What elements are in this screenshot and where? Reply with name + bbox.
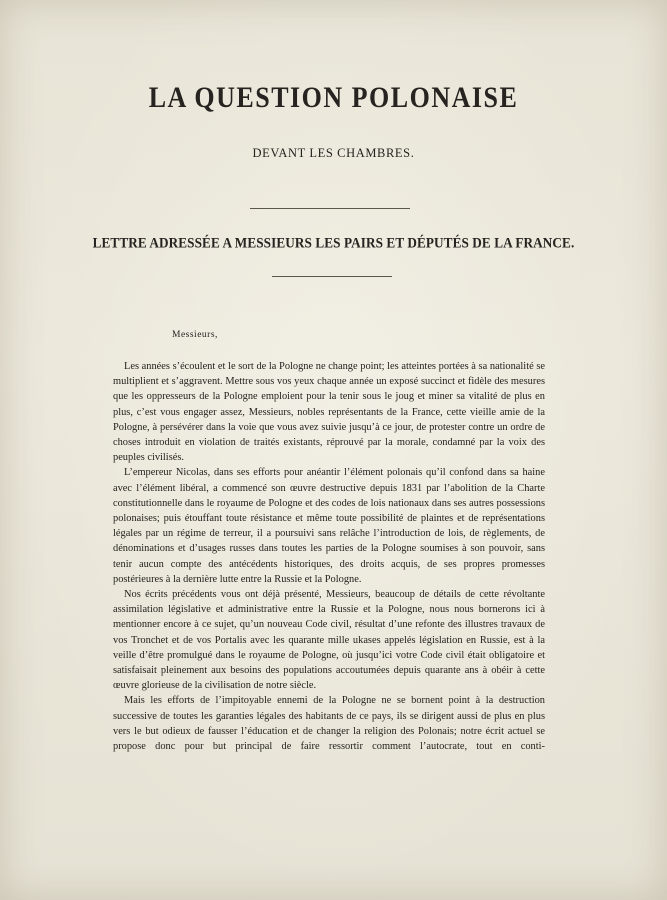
salutation: Messieurs, <box>172 330 218 340</box>
letter-heading: LETTRE ADRESSÉE A MESSIEURS LES PAIRS ET DÉPUTÉS DE LA FRANCE. <box>92 233 575 252</box>
document-title: LA QUESTION POLONAISE <box>148 81 519 114</box>
body-paragraph: Mais les efforts de l’impitoyable ennemi de la Pologne ne se bornent point à la destruction successive de toutes les garanties légales des habitants de ce pays, ils se dirigent aussi de plus en plus vers le but odieux de fausser l’éducation et de changer la religion des Polonais; notre écrit actuel se propose donc pour but principal de faire ressortir comment l’autocrate, tout en conti- <box>113 695 545 753</box>
body-paragraph: L’empereur Nicolas, dans ses efforts pour anéantir l’élément polonais qu’il confond dans sa haine avec l’élément libéral, a commencé son œuvre destructive depuis 1831 par l’abolition de la Charte constitutionnelle dans le royaume de Pologne et des codes de lois nationaux dans ses autres possessions polonaises; puis étouffant toute résistance et même toute possibilité de plaintes et de représentations légales par un régime de terreur, il a poursuivi sans relâche l’introduction de lois, de règlements, de dénominations et d’usages russes dans toutes les parties de la Pologne soumises à son pouvoir, sans tenir aucun compte des antécédents historiques, des droits acquis, de ses propres promesses postérieures à la dernière lutte entre la Russie et la Pologne. <box>113 467 545 585</box>
body-paragraph: Nos écrits précédents vous ont déjà présenté, Messieurs, beaucoup de détails de cette révoltante assimilation législative et administrative entre la Russie et la Pologne, nous nous bornerons ici à mentionner encore à ce sujet, qu’un nouveau Code civil, résultat d’une refonte des illustres travaux de vos Tronchet et de vos Portalis avec les quarante mille ukases appelés législation en Russie, est à la veille d’être promulgué dans le royaume de Pologne, où jusqu’ici votre Code civil était obligatoire et satisfaisait pleinement aux besoins des populations accoutumées depuis quarante ans à obéir à cette œuvre glorieuse de la civilisation de notre siècle. <box>113 589 545 692</box>
divider-rule-bottom <box>272 276 392 277</box>
document-subtitle: DEVANT LES CHAMBRES. <box>252 146 415 160</box>
divider-rule-top <box>250 208 410 209</box>
body-paragraph: Les années s’écoulent et le sort de la Pologne ne change point; les atteintes portées à sa nationalité se multiplient et s’aggravent. Mettre sous vos yeux chaque année un exposé succinct et fidèle des mesures que les oppresseurs de la Pologne emploient pour la tenir sous le joug et miner sa vitalité de plus en plus, c’est vous engager assez, Messieurs, nobles représentants de la France, cette vieille amie de la Pologne, à persévérer dans la voie que vous avez suivie jusqu’à ce jour, de protester contre un ordre de choses introduit en violation de traités existants, réprouvé par la morale, condamné par la voix des peuples civilisés. <box>113 361 545 464</box>
letter-body <box>113 359 545 754</box>
